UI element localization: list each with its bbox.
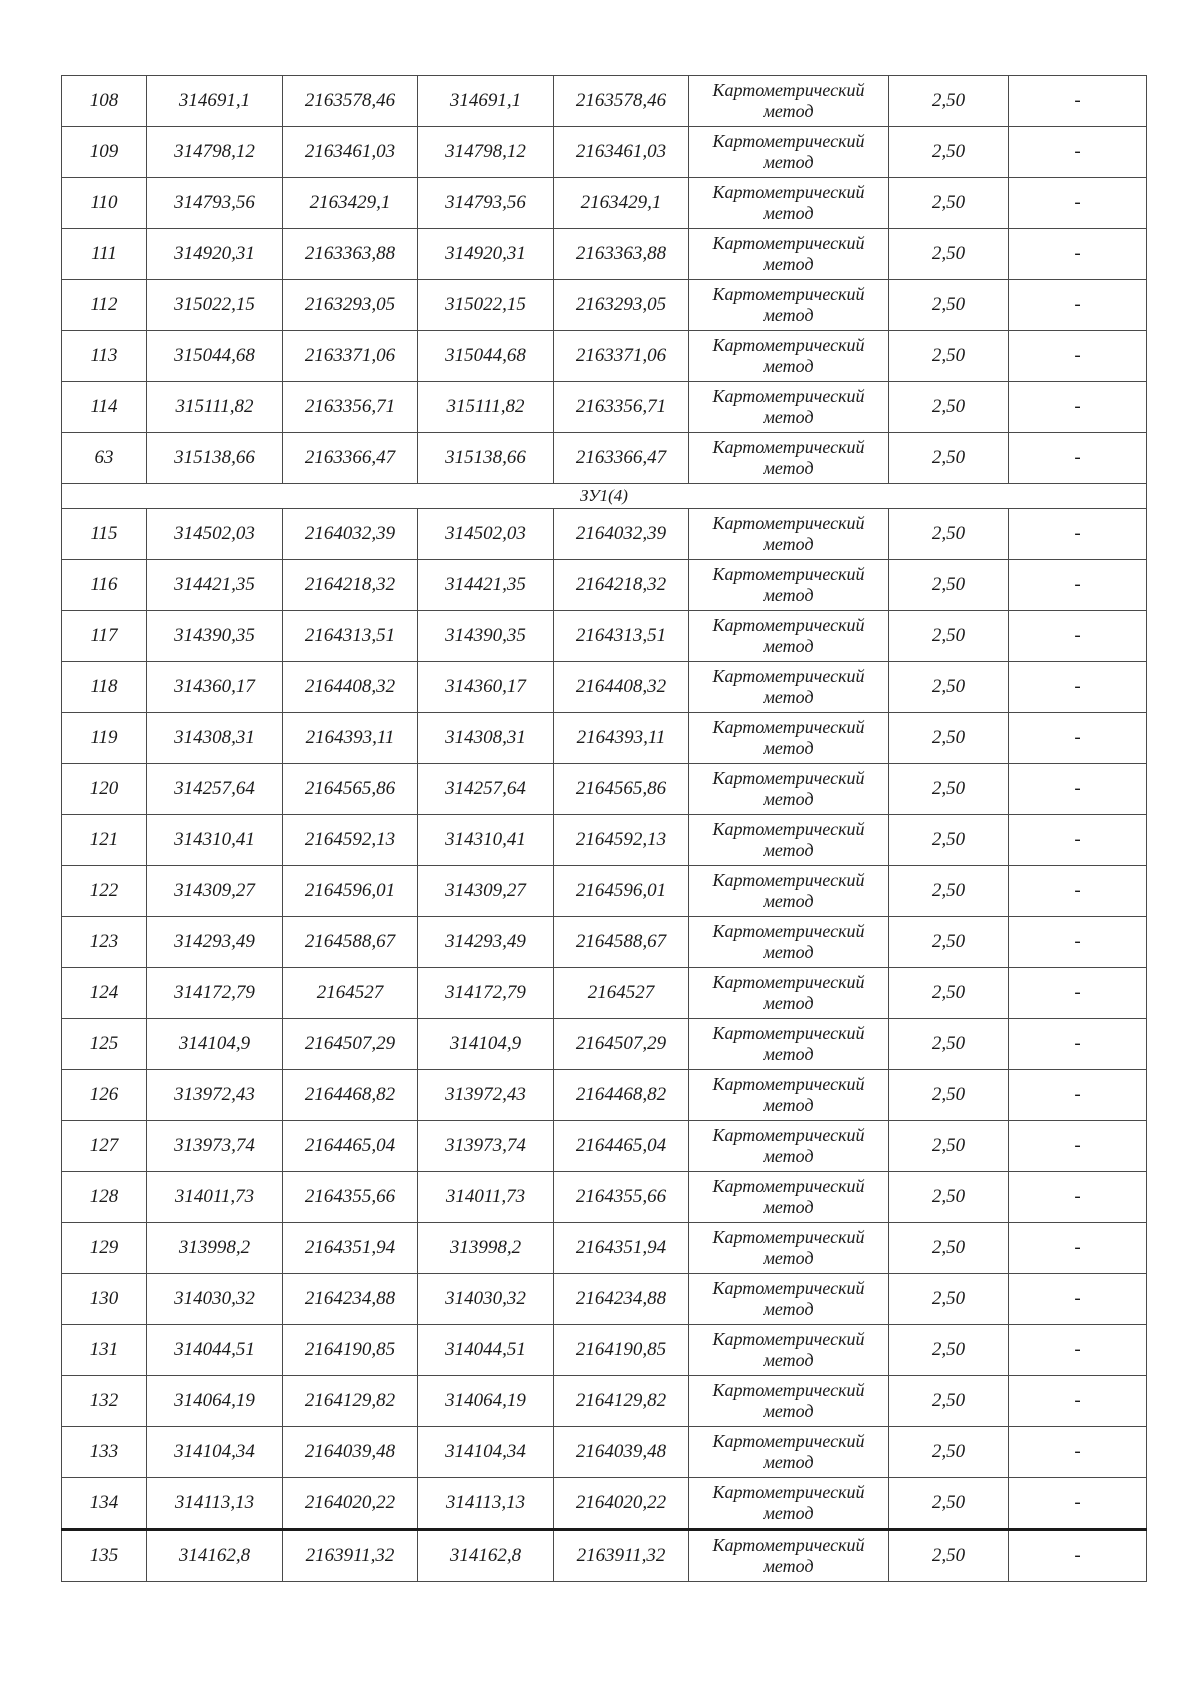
description-cell: - [1009,1019,1147,1070]
accuracy-cell: 2,50 [889,280,1009,331]
y-existing-cell: 2164527 [283,968,418,1019]
description-cell: - [1009,1530,1147,1582]
x-new-cell: 314390,35 [418,611,554,662]
description-cell: - [1009,433,1147,484]
point-number-cell: 123 [62,917,147,968]
table-row [62,611,1147,662]
x-existing-cell: 314793,56 [147,178,283,229]
point-number-cell: 135 [62,1530,147,1582]
y-existing-cell: 2163461,03 [283,127,418,178]
table-row [62,382,1147,433]
accuracy-cell: 2,50 [889,764,1009,815]
accuracy-cell: 2,50 [889,1070,1009,1121]
table-row [62,76,1147,127]
accuracy-cell: 2,50 [889,1223,1009,1274]
point-number-cell: 109 [62,127,147,178]
accuracy-cell: 2,50 [889,1274,1009,1325]
x-existing-cell: 315044,68 [147,331,283,382]
y-existing-cell: 2164408,32 [283,662,418,713]
method-cell: Картометрический метод [689,968,889,1019]
table-row [62,280,1147,331]
point-number-cell: 114 [62,382,147,433]
description-cell: - [1009,1172,1147,1223]
method-cell: Картометрический метод [689,331,889,382]
y-existing-cell: 2164393,11 [283,713,418,764]
table-row [62,229,1147,280]
x-new-cell: 314172,79 [418,968,554,1019]
accuracy-cell: 2,50 [889,1121,1009,1172]
x-new-cell: 314113,13 [418,1478,554,1530]
x-new-cell: 314793,56 [418,178,554,229]
table-row [62,560,1147,611]
accuracy-cell: 2,50 [889,1427,1009,1478]
x-existing-cell: 314920,31 [147,229,283,280]
accuracy-cell: 2,50 [889,1172,1009,1223]
x-new-cell: 314308,31 [418,713,554,764]
y-existing-cell: 2164234,88 [283,1274,418,1325]
point-number-cell: 130 [62,1274,147,1325]
method-cell: Картометрический метод [689,815,889,866]
x-new-cell: 314360,17 [418,662,554,713]
method-cell: Картометрический метод [689,1427,889,1478]
point-number-cell: 131 [62,1325,147,1376]
table-row [62,433,1147,484]
y-existing-cell: 2164351,94 [283,1223,418,1274]
y-existing-cell: 2163911,32 [283,1530,418,1582]
y-existing-cell: 2163578,46 [283,76,418,127]
y-existing-cell: 2164596,01 [283,866,418,917]
description-cell: - [1009,1274,1147,1325]
y-new-cell: 2164393,11 [554,713,689,764]
y-existing-cell: 2163371,06 [283,331,418,382]
accuracy-cell: 2,50 [889,382,1009,433]
x-existing-cell: 314257,64 [147,764,283,815]
x-existing-cell: 313998,2 [147,1223,283,1274]
description-cell: - [1009,611,1147,662]
x-existing-cell: 314691,1 [147,76,283,127]
description-cell: - [1009,127,1147,178]
x-existing-cell: 314309,27 [147,866,283,917]
y-new-cell: 2164351,94 [554,1223,689,1274]
y-new-cell: 2164596,01 [554,866,689,917]
method-cell: Картометрический метод [689,764,889,815]
point-number-cell: 115 [62,509,147,560]
table-row [62,764,1147,815]
y-new-cell: 2164465,04 [554,1121,689,1172]
x-new-cell: 315044,68 [418,331,554,382]
point-number-cell: 113 [62,331,147,382]
method-cell: Картометрический метод [689,1376,889,1427]
x-new-cell: 314030,32 [418,1274,554,1325]
point-number-cell: 118 [62,662,147,713]
method-cell: Картометрический метод [689,1478,889,1530]
y-new-cell: 2164507,29 [554,1019,689,1070]
description-cell: - [1009,1121,1147,1172]
y-new-cell: 2164190,85 [554,1325,689,1376]
y-existing-cell: 2164588,67 [283,917,418,968]
point-number-cell: 134 [62,1478,147,1530]
accuracy-cell: 2,50 [889,229,1009,280]
description-cell: - [1009,560,1147,611]
description-cell: - [1009,178,1147,229]
method-cell: Картометрический метод [689,1274,889,1325]
y-new-cell: 2164408,32 [554,662,689,713]
accuracy-cell: 2,50 [889,866,1009,917]
accuracy-cell: 2,50 [889,968,1009,1019]
x-existing-cell: 314104,9 [147,1019,283,1070]
table-row [62,1427,1147,1478]
point-number-cell: 119 [62,713,147,764]
method-cell: Картометрический метод [689,76,889,127]
table-row [62,178,1147,229]
x-new-cell: 315111,82 [418,382,554,433]
point-number-cell: 63 [62,433,147,484]
description-cell: - [1009,1478,1147,1530]
accuracy-cell: 2,50 [889,127,1009,178]
x-new-cell: 314309,27 [418,866,554,917]
y-existing-cell: 2164507,29 [283,1019,418,1070]
table-row [62,1223,1147,1274]
y-new-cell: 2163371,06 [554,331,689,382]
accuracy-cell: 2,50 [889,917,1009,968]
method-cell: Картометрический метод [689,713,889,764]
x-new-cell: 314011,73 [418,1172,554,1223]
method-cell: Картометрический метод [689,178,889,229]
x-existing-cell: 314421,35 [147,560,283,611]
accuracy-cell: 2,50 [889,1478,1009,1530]
x-existing-cell: 314030,32 [147,1274,283,1325]
description-cell: - [1009,713,1147,764]
x-existing-cell: 313973,74 [147,1121,283,1172]
method-cell: Картометрический метод [689,560,889,611]
method-cell: Картометрический метод [689,1019,889,1070]
method-cell: Картометрический метод [689,1325,889,1376]
table-row [62,1172,1147,1223]
y-existing-cell: 2164218,32 [283,560,418,611]
method-cell: Картометрический метод [689,382,889,433]
description-cell: - [1009,1223,1147,1274]
y-existing-cell: 2164032,39 [283,509,418,560]
point-number-cell: 111 [62,229,147,280]
x-existing-cell: 314308,31 [147,713,283,764]
accuracy-cell: 2,50 [889,713,1009,764]
description-cell: - [1009,968,1147,1019]
x-new-cell: 314104,34 [418,1427,554,1478]
method-cell: Картометрический метод [689,229,889,280]
method-cell: Картометрический метод [689,662,889,713]
section-label: ЗУ1(4) [62,484,1147,509]
table-body [62,76,1147,1582]
accuracy-cell: 2,50 [889,560,1009,611]
x-new-cell: 314162,8 [418,1530,554,1582]
point-number-cell: 132 [62,1376,147,1427]
accuracy-cell: 2,50 [889,1019,1009,1070]
y-existing-cell: 2164313,51 [283,611,418,662]
table-row [62,1019,1147,1070]
description-cell: - [1009,866,1147,917]
table-row [62,866,1147,917]
table-row [62,662,1147,713]
table-row [62,1070,1147,1121]
description-cell: - [1009,229,1147,280]
description-cell: - [1009,1376,1147,1427]
accuracy-cell: 2,50 [889,815,1009,866]
x-new-cell: 314310,41 [418,815,554,866]
y-new-cell: 2164355,66 [554,1172,689,1223]
x-existing-cell: 314064,19 [147,1376,283,1427]
y-new-cell: 2164592,13 [554,815,689,866]
x-existing-cell: 314113,13 [147,1478,283,1530]
description-cell: - [1009,815,1147,866]
x-existing-cell: 315138,66 [147,433,283,484]
y-new-cell: 2163578,46 [554,76,689,127]
x-new-cell: 314421,35 [418,560,554,611]
table-row [62,1274,1147,1325]
point-number-cell: 127 [62,1121,147,1172]
x-existing-cell: 314390,35 [147,611,283,662]
x-existing-cell: 314011,73 [147,1172,283,1223]
y-existing-cell: 2163366,47 [283,433,418,484]
point-number-cell: 128 [62,1172,147,1223]
point-number-cell: 108 [62,76,147,127]
x-existing-cell: 314310,41 [147,815,283,866]
x-existing-cell: 313972,43 [147,1070,283,1121]
x-existing-cell: 314044,51 [147,1325,283,1376]
description-cell: - [1009,76,1147,127]
point-number-cell: 112 [62,280,147,331]
description-cell: - [1009,1070,1147,1121]
table-row [62,1530,1147,1582]
table-row [62,917,1147,968]
x-existing-cell: 315022,15 [147,280,283,331]
y-new-cell: 2164039,48 [554,1427,689,1478]
x-existing-cell: 314104,34 [147,1427,283,1478]
accuracy-cell: 2,50 [889,1530,1009,1582]
x-existing-cell: 314162,8 [147,1530,283,1582]
method-cell: Картометрический метод [689,611,889,662]
x-new-cell: 314257,64 [418,764,554,815]
accuracy-cell: 2,50 [889,611,1009,662]
y-existing-cell: 2164468,82 [283,1070,418,1121]
y-existing-cell: 2164565,86 [283,764,418,815]
x-existing-cell: 314360,17 [147,662,283,713]
description-cell: - [1009,1325,1147,1376]
y-existing-cell: 2164355,66 [283,1172,418,1223]
point-number-cell: 126 [62,1070,147,1121]
method-cell: Картометрический метод [689,1121,889,1172]
y-existing-cell: 2163293,05 [283,280,418,331]
x-new-cell: 313972,43 [418,1070,554,1121]
x-new-cell: 314064,19 [418,1376,554,1427]
accuracy-cell: 2,50 [889,331,1009,382]
coordinates-table [61,75,1147,1582]
y-new-cell: 2164588,67 [554,917,689,968]
point-number-cell: 116 [62,560,147,611]
point-number-cell: 117 [62,611,147,662]
y-new-cell: 2163363,88 [554,229,689,280]
method-cell: Картометрический метод [689,127,889,178]
point-number-cell: 110 [62,178,147,229]
x-new-cell: 315138,66 [418,433,554,484]
x-new-cell: 315022,15 [418,280,554,331]
y-existing-cell: 2164129,82 [283,1376,418,1427]
y-new-cell: 2164234,88 [554,1274,689,1325]
point-number-cell: 121 [62,815,147,866]
method-cell: Картометрический метод [689,280,889,331]
point-number-cell: 133 [62,1427,147,1478]
description-cell: - [1009,382,1147,433]
accuracy-cell: 2,50 [889,76,1009,127]
x-new-cell: 313973,74 [418,1121,554,1172]
table-row [62,968,1147,1019]
method-cell: Картометрический метод [689,509,889,560]
x-new-cell: 314104,9 [418,1019,554,1070]
table-row [62,1121,1147,1172]
y-existing-cell: 2163356,71 [283,382,418,433]
x-new-cell: 314044,51 [418,1325,554,1376]
y-new-cell: 2163366,47 [554,433,689,484]
table-row [62,1325,1147,1376]
method-cell: Картометрический метод [689,1070,889,1121]
x-existing-cell: 314172,79 [147,968,283,1019]
method-cell: Картометрический метод [689,433,889,484]
table-row [62,1478,1147,1530]
table-row [62,127,1147,178]
method-cell: Картометрический метод [689,1172,889,1223]
y-existing-cell: 2164465,04 [283,1121,418,1172]
accuracy-cell: 2,50 [889,1325,1009,1376]
description-cell: - [1009,917,1147,968]
y-new-cell: 2164527 [554,968,689,1019]
x-new-cell: 314798,12 [418,127,554,178]
y-new-cell: 2163429,1 [554,178,689,229]
point-number-cell: 120 [62,764,147,815]
y-new-cell: 2164218,32 [554,560,689,611]
point-number-cell: 129 [62,1223,147,1274]
table-row [62,331,1147,382]
method-cell: Картометрический метод [689,866,889,917]
y-existing-cell: 2164592,13 [283,815,418,866]
y-new-cell: 2163911,32 [554,1530,689,1582]
y-new-cell: 2164468,82 [554,1070,689,1121]
table-row [62,1376,1147,1427]
x-existing-cell: 314798,12 [147,127,283,178]
y-new-cell: 2163293,05 [554,280,689,331]
y-new-cell: 2164313,51 [554,611,689,662]
table-row [62,509,1147,560]
description-cell: - [1009,1427,1147,1478]
y-existing-cell: 2163363,88 [283,229,418,280]
point-number-cell: 122 [62,866,147,917]
y-new-cell: 2164129,82 [554,1376,689,1427]
x-new-cell: 314920,31 [418,229,554,280]
accuracy-cell: 2,50 [889,433,1009,484]
y-new-cell: 2164020,22 [554,1478,689,1530]
y-existing-cell: 2164190,85 [283,1325,418,1376]
method-cell: Картометрический метод [689,1223,889,1274]
y-new-cell: 2164032,39 [554,509,689,560]
description-cell: - [1009,509,1147,560]
accuracy-cell: 2,50 [889,662,1009,713]
accuracy-cell: 2,50 [889,509,1009,560]
x-new-cell: 314691,1 [418,76,554,127]
x-existing-cell: 315111,82 [147,382,283,433]
y-existing-cell: 2164020,22 [283,1478,418,1530]
x-new-cell: 314293,49 [418,917,554,968]
method-cell: Картометрический метод [689,917,889,968]
x-new-cell: 314502,03 [418,509,554,560]
section-header-row [62,484,1147,509]
accuracy-cell: 2,50 [889,1376,1009,1427]
y-existing-cell: 2164039,48 [283,1427,418,1478]
method-cell: Картометрический метод [689,1530,889,1582]
x-new-cell: 313998,2 [418,1223,554,1274]
description-cell: - [1009,764,1147,815]
table-row [62,713,1147,764]
y-new-cell: 2163356,71 [554,382,689,433]
y-new-cell: 2163461,03 [554,127,689,178]
description-cell: - [1009,331,1147,382]
y-new-cell: 2164565,86 [554,764,689,815]
accuracy-cell: 2,50 [889,178,1009,229]
point-number-cell: 125 [62,1019,147,1070]
x-existing-cell: 314293,49 [147,917,283,968]
description-cell: - [1009,280,1147,331]
point-number-cell: 124 [62,968,147,1019]
x-existing-cell: 314502,03 [147,509,283,560]
description-cell: - [1009,662,1147,713]
y-existing-cell: 2163429,1 [283,178,418,229]
table-row [62,815,1147,866]
